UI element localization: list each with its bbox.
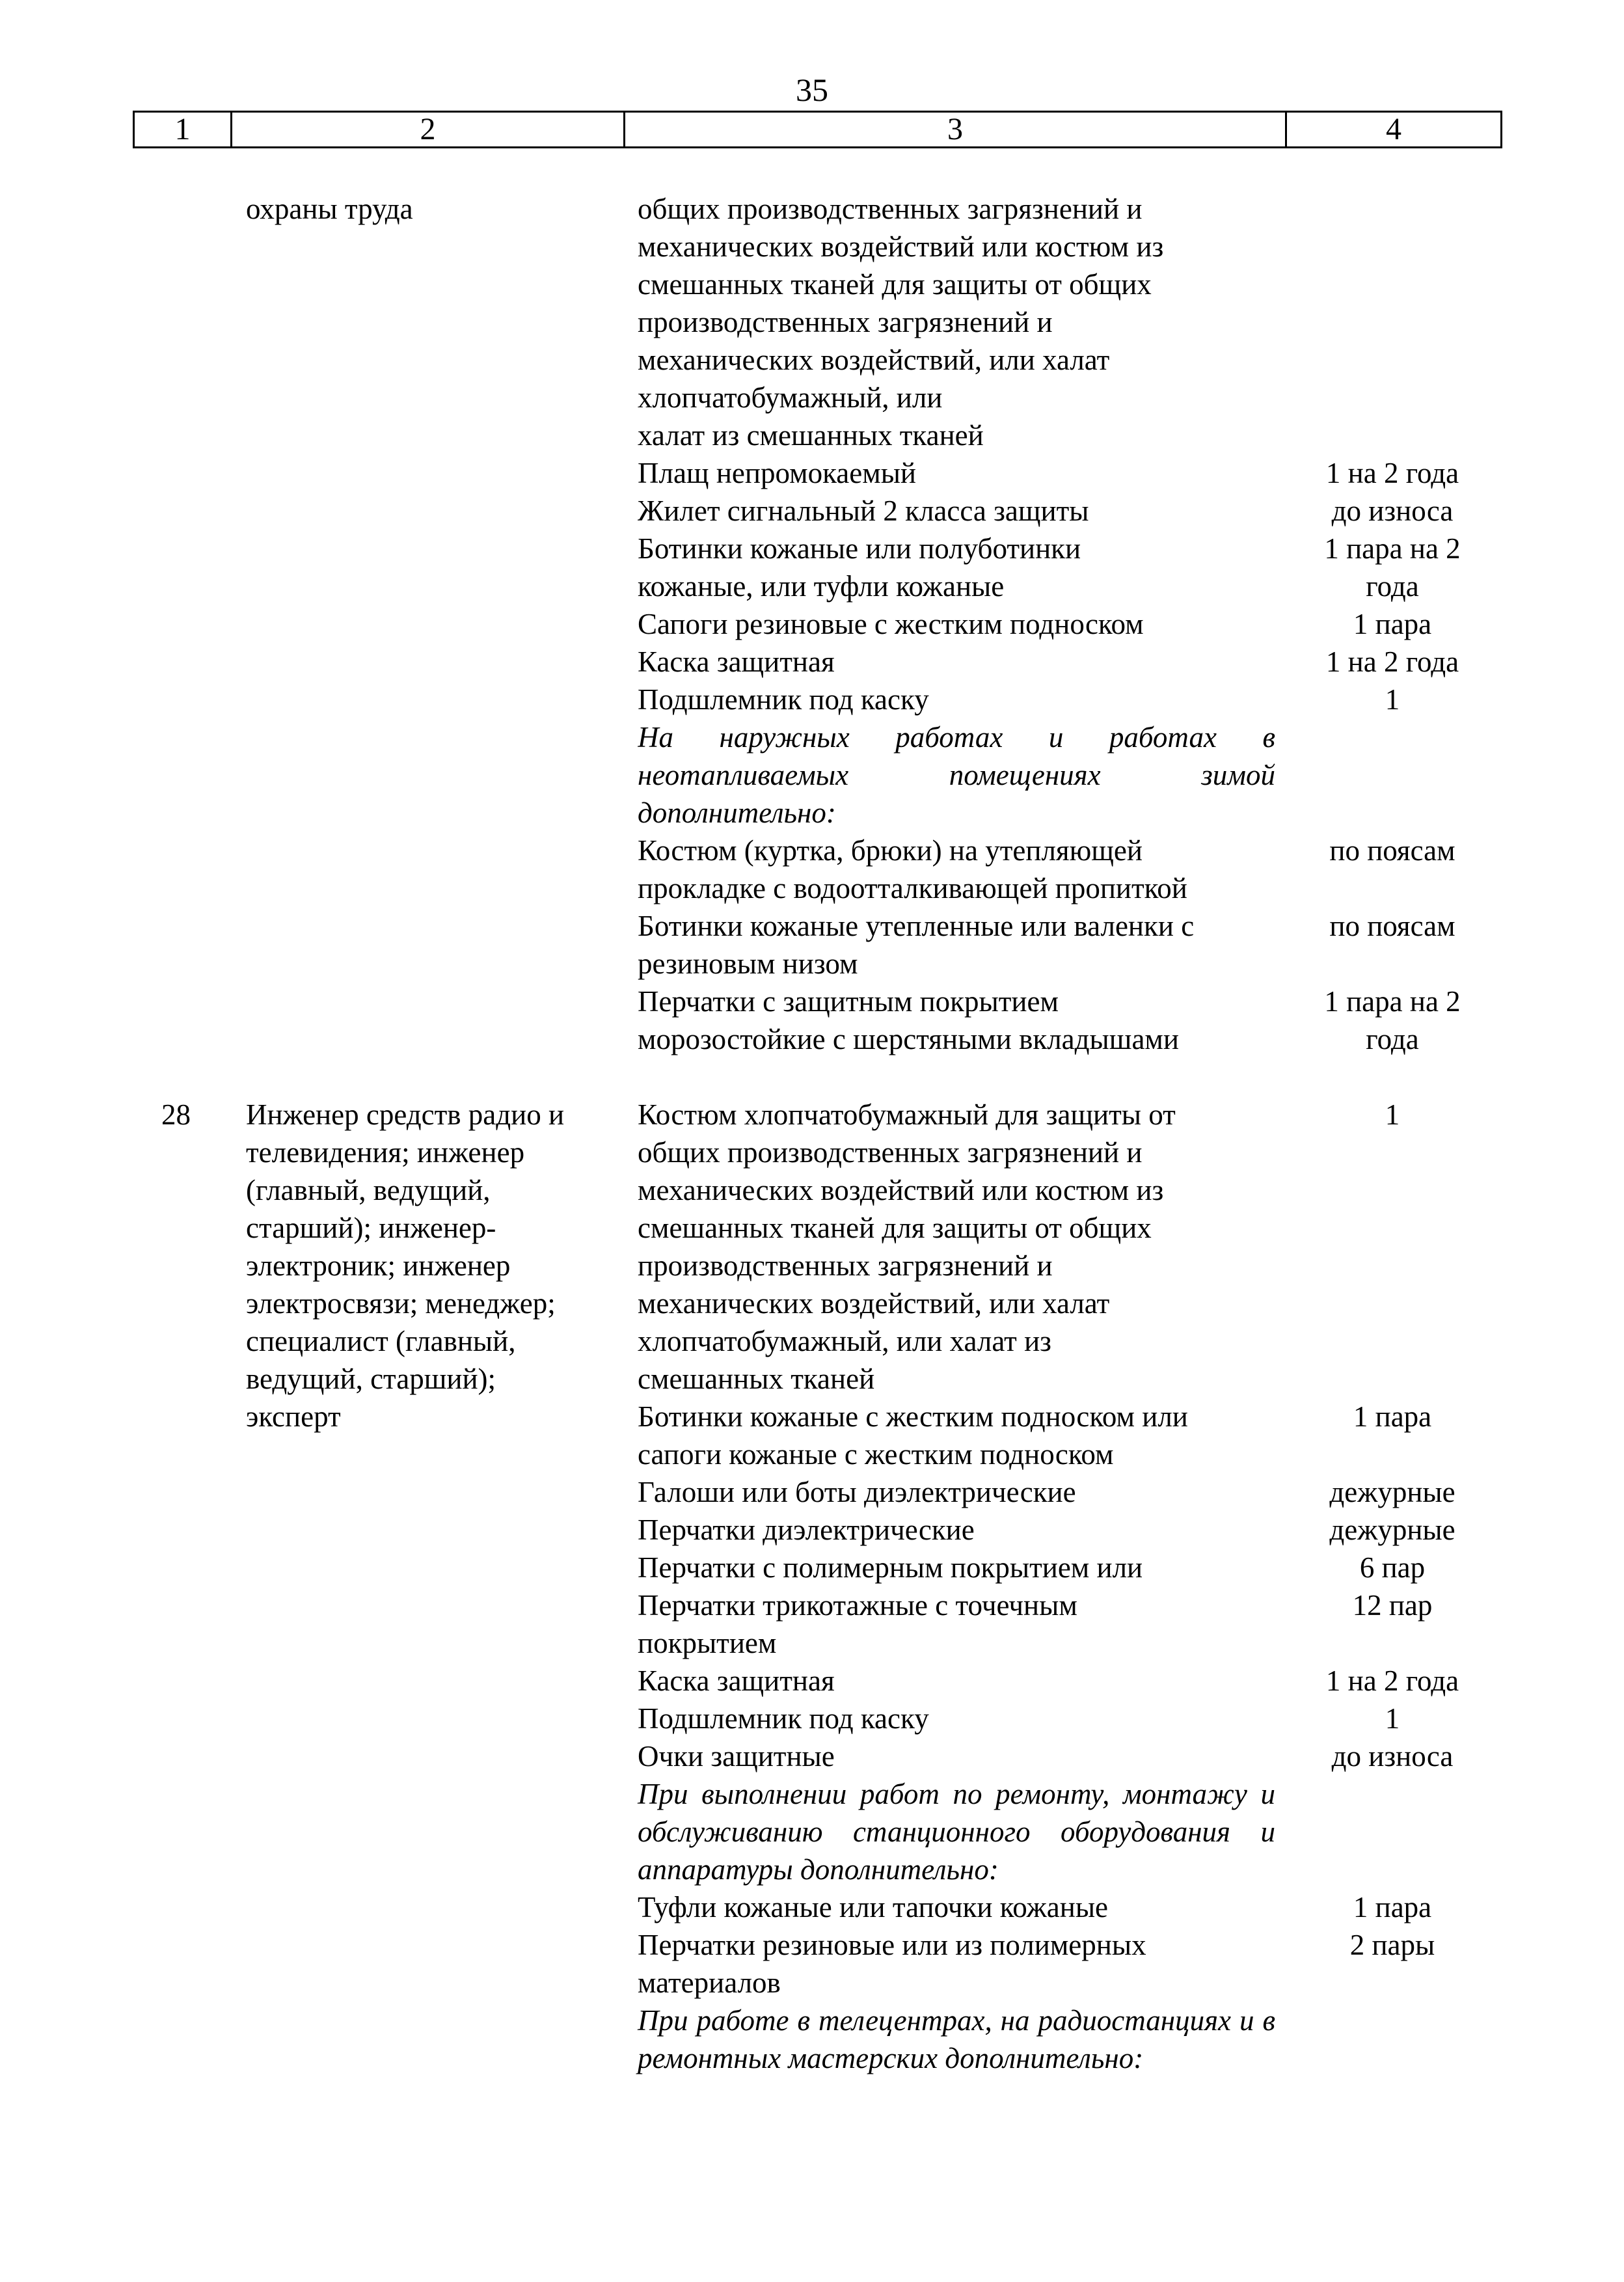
item-text: Галоши или боты диэлектрические [638, 1476, 1076, 1508]
item-norm: 1 [1385, 683, 1400, 716]
item-norm: до износа [1331, 1740, 1454, 1773]
item-norm: 1 пара [1353, 1400, 1432, 1433]
row-number: 28 [161, 1098, 191, 1131]
item-text: Подшлемник под каску [638, 1702, 929, 1735]
header-col-4: 4 [1286, 112, 1502, 148]
page-number: 35 [796, 72, 828, 108]
header-col-1: 1 [134, 112, 232, 148]
item-norm: 1 пара на 2 года [1324, 985, 1461, 1055]
item-norm: 1 на 2 года [1325, 457, 1459, 489]
item-text: Очки защитные [638, 1740, 835, 1773]
profession-cell: Инженер средств радио и телевидения; инженер (главный, ведущий, старший); инженер- электроник; инженер электросвязи; менеджер; специалист (главный, ведущий, старший); эксперт [246, 1098, 565, 1433]
item-norm: 12 пар [1352, 1589, 1433, 1622]
item-norm: по поясам [1329, 910, 1455, 942]
item-norm: 1 пара [1353, 608, 1432, 640]
item-norm: 2 пары [1349, 1929, 1435, 1961]
item-norm: 1 [1385, 1702, 1400, 1735]
item-text: Плащ непромокаемый [638, 457, 917, 489]
item-norm: 1 [1385, 1098, 1400, 1131]
item-text: Каска защитная [638, 1664, 835, 1697]
condition-heading: При работе в телецентрах, на радиостанциях и в ремонтных мастерских дополнительно: [638, 2004, 1275, 2074]
item-norm: дежурные [1329, 1476, 1455, 1508]
condition-heading-cont: дополнительно: [638, 796, 836, 829]
item-text: Жилет сигнальный 2 класса защиты [638, 495, 1089, 527]
item-norm: 1 пара на 2 года [1324, 532, 1461, 603]
item-text: Ботинки кожаные с жестким подноском или сапоги кожаные с жестким подноском [638, 1400, 1188, 1471]
item-text: Сапоги резиновые с жестким подноском [638, 608, 1144, 640]
item-norm: 1 пара [1353, 1891, 1432, 1923]
item-norm: 1 на 2 года [1325, 1664, 1459, 1697]
item-text: Ботинки кожаные или полуботинки кожаные, или туфли кожаные [638, 532, 1081, 603]
item-text: Ботинки кожаные утепленные или валенки с резиновым низом [638, 910, 1195, 980]
item-text: Перчатки с полимерным покрытием или [638, 1551, 1143, 1584]
item-text: Перчатки трикотажные с точечным покрытием [638, 1589, 1077, 1659]
item-norm: дежурные [1329, 1514, 1455, 1546]
item-text: Костюм хлопчатобумажный для защиты от общих производственных загрязнений и механических воздействий или костюм из смешанных тканей для защиты от общих производственных загрязнений и механических воздействий, или халат хлопчатобумажный, или халат из смешанных тканей [638, 1098, 1176, 1395]
item-norm: до износа [1331, 495, 1454, 527]
item-text: Перчатки с защитным покрытием морозостойкие с шерстяными вкладышами [638, 985, 1179, 1055]
item-text: Каска защитная [638, 645, 835, 678]
condition-heading: При выполнении работ по ремонту, монтажу и обслуживанию станционного оборудования и аппаратуры дополнительно: [638, 1778, 1275, 1886]
item-norm: 6 пар [1359, 1551, 1426, 1584]
profession-cell: охраны труда [246, 193, 413, 225]
item-norm: 1 на 2 года [1325, 645, 1459, 678]
item-norm: по поясам [1329, 834, 1455, 867]
header-col-3: 3 [625, 112, 1286, 148]
item-text: Перчатки диэлектрические [638, 1514, 975, 1546]
item-text: Костюм (куртка, брюки) на утепляющей прокладке с водоотталкивающей пропиткой [638, 834, 1187, 904]
item-text: Перчатки резиновые или из полимерных материалов [638, 1929, 1146, 1999]
column-header-table [133, 111, 1502, 148]
item-text: общих производственных загрязнений и механических воздействий или костюм из смешанных тканей для защиты от общих производственных загрязнений и механических воздействий, или халат хлопчатобумажный, или халат из смешанных тканей [638, 193, 1164, 452]
item-text: Подшлемник под каску [638, 683, 929, 716]
header-col-2: 2 [232, 112, 625, 148]
condition-heading: На наружных работах и работах в неотапливаемых помещениях зимой [638, 721, 1275, 791]
item-text: Туфли кожаные или тапочки кожаные [638, 1891, 1109, 1923]
